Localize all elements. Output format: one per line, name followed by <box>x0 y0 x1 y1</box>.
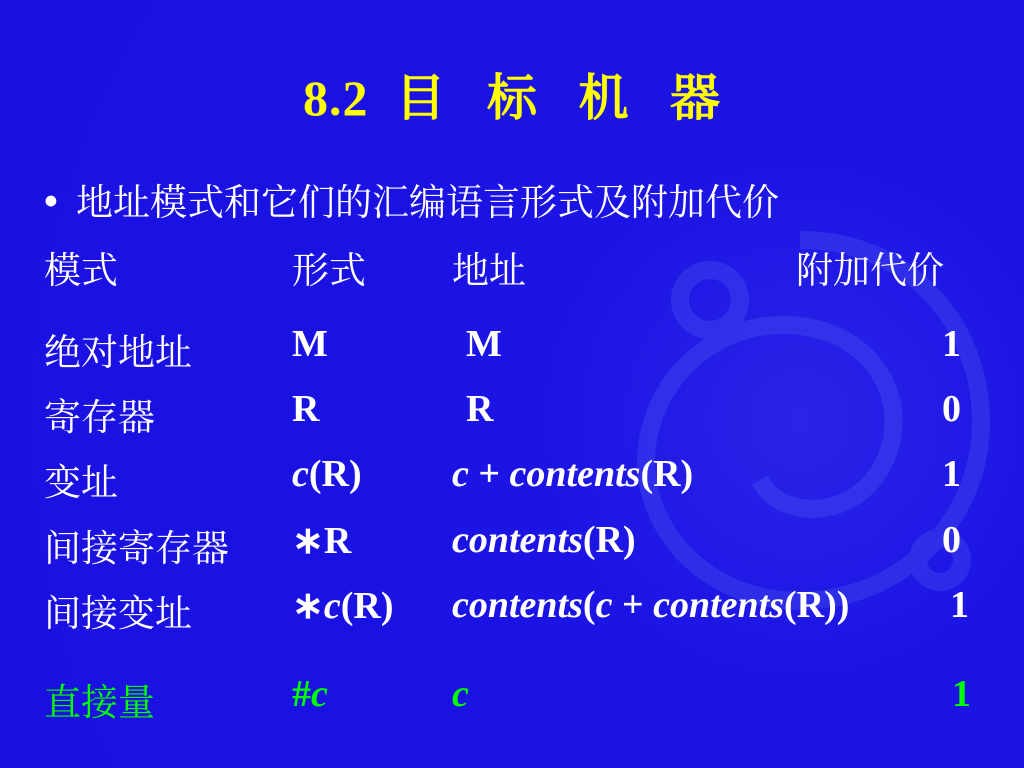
bullet-text: 地址模式和它们的汇编语言形式及附加代价 <box>76 181 779 224</box>
header-address: 地址 <box>452 249 526 292</box>
form-cell: ∗R <box>292 520 352 562</box>
address-cell: contents(R) <box>452 519 636 561</box>
form-cell: ∗c(R) <box>292 585 394 627</box>
mode-cell: 变址 <box>44 461 118 504</box>
cost-cell: 0 <box>942 519 961 561</box>
form-cell: c(R) <box>292 453 362 495</box>
header-mode: 模式 <box>44 249 118 292</box>
mode-cell: 间接寄存器 <box>44 527 229 570</box>
bullet-item <box>40 172 779 226</box>
table-row-immediate <box>0 672 1024 732</box>
cost-cell: 1 <box>952 673 971 715</box>
table-row-indirect-register <box>0 518 1024 578</box>
form-cell: #c <box>292 673 328 715</box>
slide-title: 8.2 目 标 机 器 <box>303 70 721 126</box>
mode-cell: 直接量 <box>44 681 155 724</box>
table-row-indirect-indexed <box>0 583 1024 643</box>
cost-cell: 1 <box>950 584 969 626</box>
table-row-indexed <box>0 452 1024 512</box>
cost-cell: 1 <box>942 453 961 495</box>
address-cell: contents(c + contents(R)) <box>452 584 850 626</box>
header-cost: 附加代价 <box>796 249 944 292</box>
table-row-register <box>0 387 1024 447</box>
address-cell: R <box>466 388 494 430</box>
mode-cell: 间接变址 <box>44 592 192 635</box>
mode-cell: 寄存器 <box>44 396 155 439</box>
address-cell: c <box>452 673 469 715</box>
cost-cell: 0 <box>942 388 961 430</box>
form-cell: M <box>292 323 328 365</box>
bullet-symbol: • <box>40 181 62 224</box>
header-form: 形式 <box>292 249 366 292</box>
table-row-absolute <box>0 322 1024 382</box>
form-cell: R <box>292 388 320 430</box>
mode-cell: 绝对地址 <box>44 331 192 374</box>
address-cell: c + contents(R) <box>452 453 694 495</box>
cost-cell: 1 <box>942 323 961 365</box>
address-cell: M <box>466 323 502 365</box>
